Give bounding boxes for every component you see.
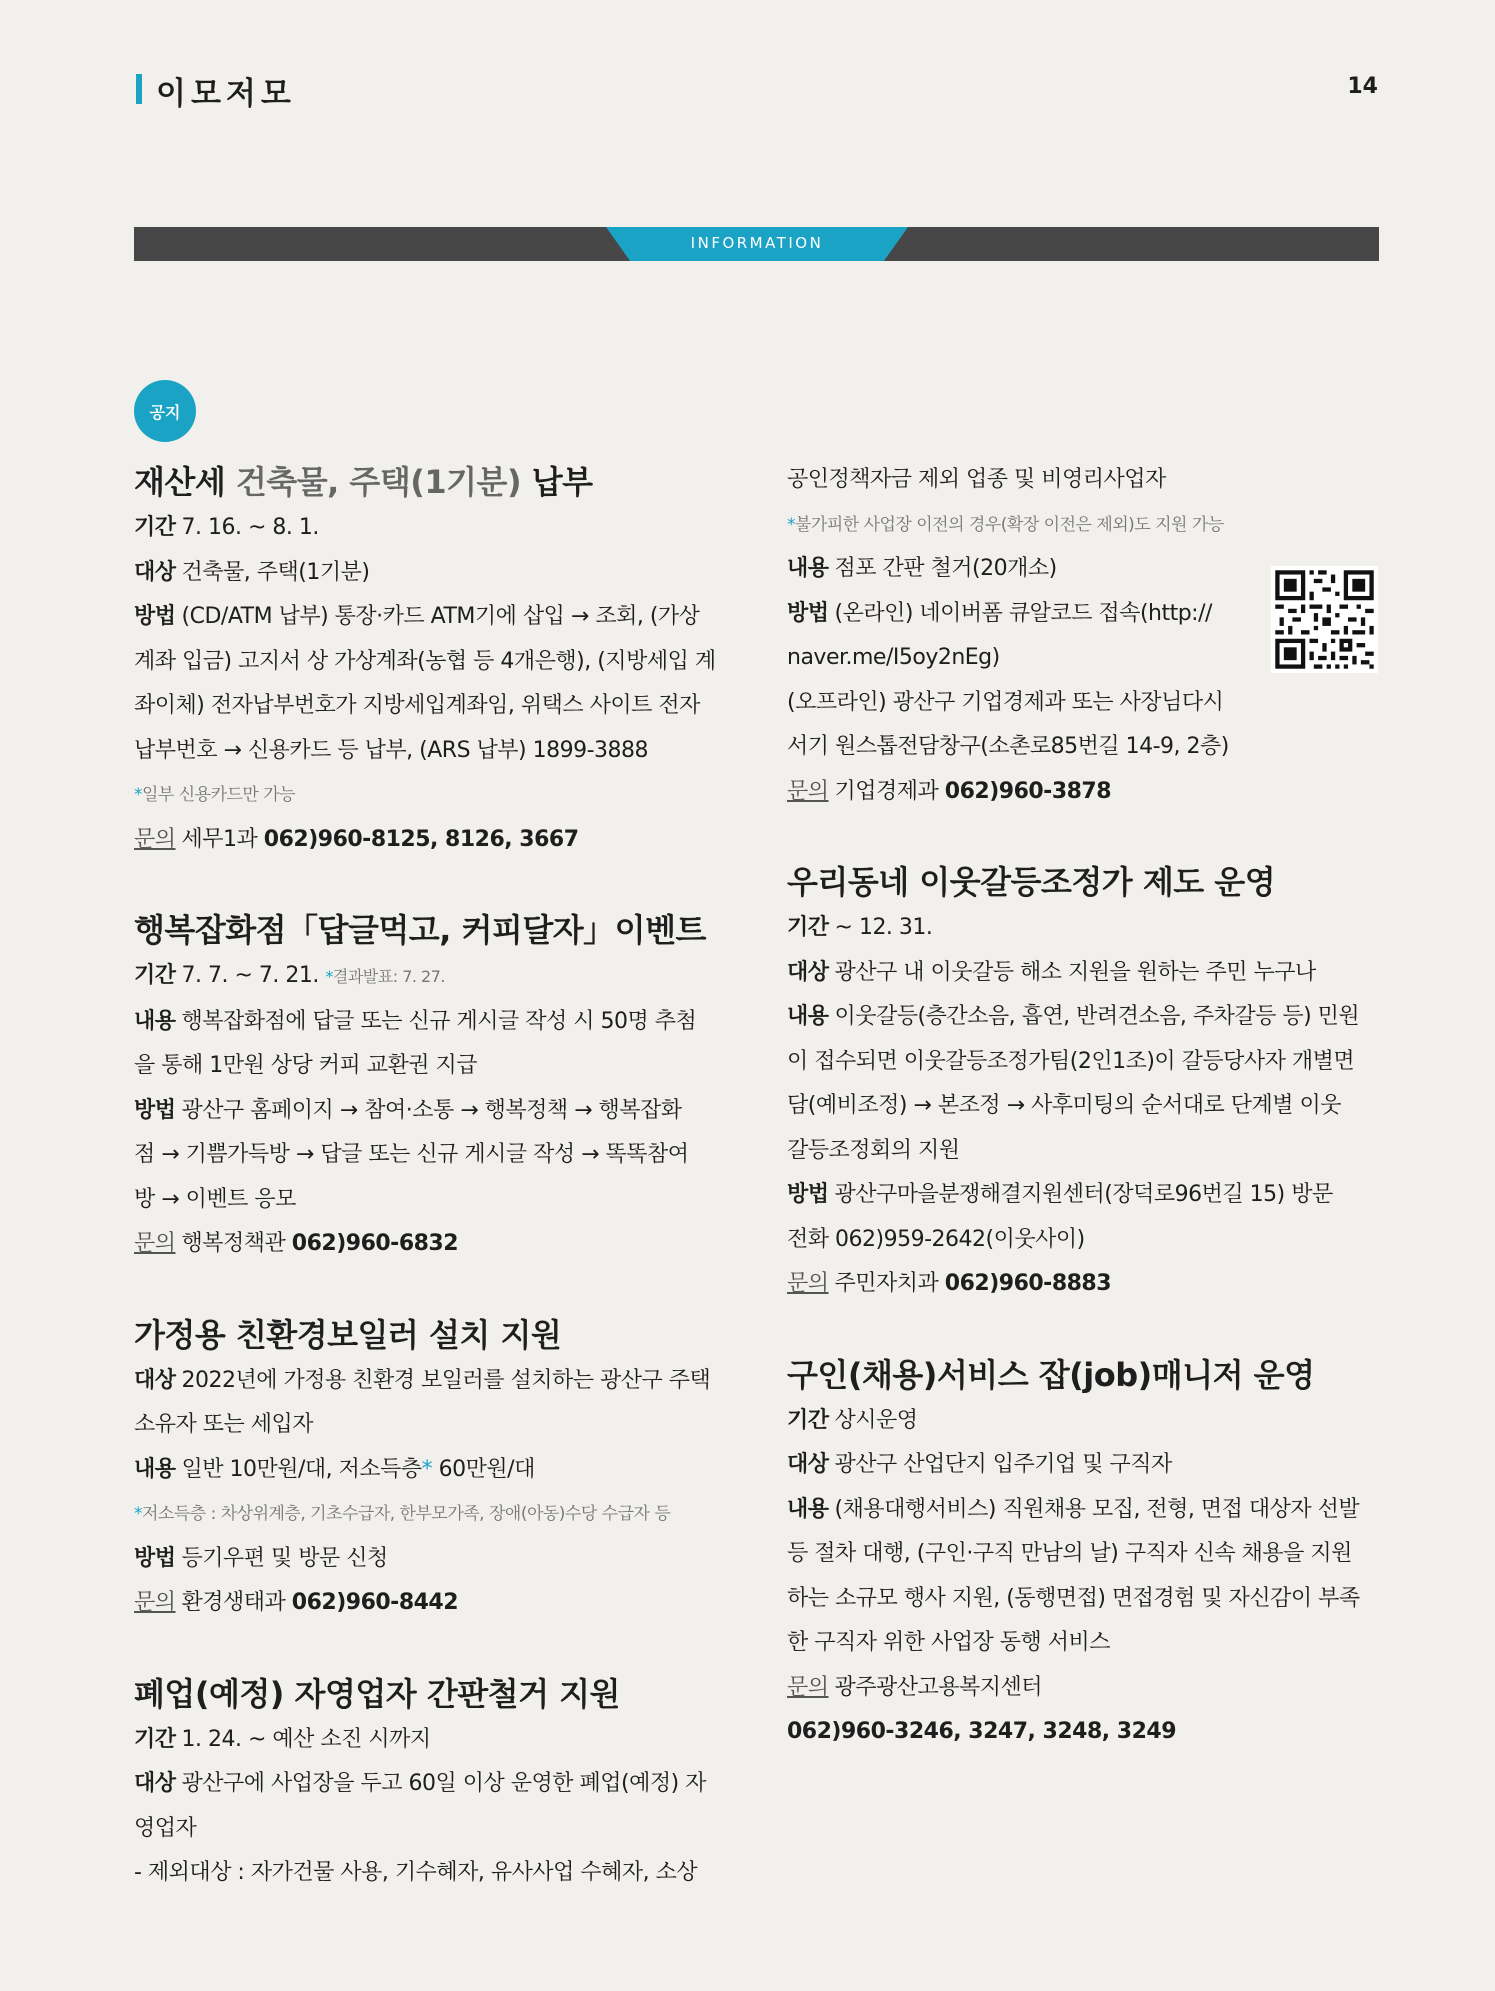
- method-line: 방법 광산구마을분쟁해결지원센터(장덕로96번길 15) 방문: [787, 1182, 1333, 1207]
- method-line: 방 → 이벤트 응모: [134, 1186, 296, 1212]
- inquiry-phone: 062)960-3246, 3247, 3248, 3249: [787, 1719, 1177, 1744]
- target-line: 대상 광산구 산업단지 입주기업 및 구직자: [787, 1452, 1172, 1477]
- information-label: INFORMATION: [690, 234, 824, 252]
- period-line: 기간 7. 16. ~ 8. 1.: [134, 515, 319, 540]
- method-line: 점 → 기쁨가득방 → 답글 또는 신규 게시글 작성 → 똑똑참여: [134, 1142, 689, 1167]
- inquiry-line: 문의 광주광산고용복지센터: [787, 1674, 1043, 1700]
- article-title: 우리동네 이웃갈등조정가 제도 운영: [787, 863, 1276, 901]
- inquiry-line: 문의 세무1과 062)960-8125, 8126, 3667: [134, 826, 579, 852]
- target-line: 대상 2022년에 가정용 친환경 보일러를 설치하는 광산구 주택: [134, 1367, 711, 1393]
- content-line: 담(예비조정) → 본조정 → 사후미팅의 순서대로 단계별 이웃: [787, 1093, 1342, 1118]
- left-column: [134, 460, 726, 1896]
- inquiry-line: 문의 환경생태과 062)960-8442: [134, 1590, 459, 1615]
- article-property-tax: [134, 460, 726, 862]
- content-line: 이 접수되면 이웃갈등조정가팀(2인1조)이 갈등당사자 개별면: [787, 1048, 1355, 1074]
- method-line: 방법 (CD/ATM 납부) 통장·카드 ATM기에 삽입 → 조회, (가상: [134, 604, 700, 629]
- content-line: 내용 일반 10만원/대, 저소득층* 60만원/대: [134, 1456, 535, 1482]
- section-title: 이모저모: [156, 76, 296, 112]
- qr-code-graphic: [1271, 566, 1378, 673]
- method-line: 좌이체) 전자납부번호가 지방세입계좌임, 위택스 사이트 전자: [134, 693, 700, 718]
- article-neighbor-mediation: [787, 860, 1379, 1307]
- method-line: 방법 등기우편 및 방문 신청: [134, 1545, 388, 1571]
- article-happy-shop-event: [134, 908, 726, 1267]
- section-accent-bar: [136, 74, 142, 104]
- content-line: 내용 이웃갈등(층간소음, 흡연, 반려견소음, 주차갈등 등) 민원: [787, 1004, 1360, 1029]
- target-line: 대상 건축물, 주택(1기분): [134, 559, 370, 585]
- footnote: *일부 신용카드만 가능: [134, 785, 296, 805]
- article-title: 가정용 친환경보일러 설치 지원: [134, 1315, 562, 1354]
- article-title: 재산세 건축물, 주택(1기분) 납부: [134, 463, 593, 501]
- inquiry-line: 문의 주민자치과 062)960-8883: [787, 1271, 1112, 1296]
- content-line: 갈등조정회의 지원: [787, 1137, 960, 1163]
- target-line: 대상 광산구에 사업장을 두고 60일 이상 운영한 폐업(예정) 자: [134, 1771, 706, 1796]
- content-line: 내용 (채용대행서비스) 직원채용 모집, 전형, 면접 대상자 선발: [787, 1496, 1360, 1522]
- method-line: 방법 (온라인) 네이버폼 큐알코드 접속(http://: [787, 600, 1212, 626]
- qr-code-icon[interactable]: [1271, 566, 1378, 673]
- method-line: 납부번호 → 신용카드 등 납부, (ARS 납부) 1899-3888: [134, 737, 649, 763]
- target-line: 영업자: [134, 1815, 197, 1841]
- content-line: 내용 점포 간판 철거(20개소): [787, 556, 1057, 581]
- article-title: 폐업(예정) 자영업자 간판철거 지원: [134, 1674, 620, 1713]
- page-number: 14: [1347, 74, 1378, 99]
- content-line: 하는 소규모 행사 지원, (동행면접) 면접경험 및 자신감이 부족: [787, 1585, 1360, 1611]
- target-line: 소유자 또는 세입자: [134, 1412, 314, 1437]
- content-line: 한 구직자 위한 사업장 동행 서비스: [787, 1630, 1110, 1655]
- article-job-manager: [787, 1353, 1379, 1755]
- exclusion-line: 공인정책자금 제외 업종 및 비영리사업자: [787, 467, 1166, 492]
- inquiry-line: 문의 행복정책관 062)960-6832: [134, 1231, 459, 1256]
- target-line: 대상 광산구 내 이웃갈등 해소 지원을 원하는 주민 누구나: [787, 959, 1316, 985]
- period-line: 기간 1. 24. ~ 예산 소진 시까지: [134, 1726, 431, 1752]
- article-title: 구인(채용)서비스 잡(job)매니저 운영: [787, 1355, 1315, 1394]
- method-line: 서기 원스톱전담창구(소촌로85번길 14-9, 2층): [787, 734, 1229, 759]
- article-sign-removal: [134, 1672, 726, 1896]
- exclusion-line: - 제외대상 : 자가건물 사용, 기수혜자, 유사사업 수혜자, 소상: [134, 1860, 698, 1885]
- period-line: 기간 상시운영: [787, 1407, 918, 1433]
- method-line: 방법 광산구 홈페이지 → 참여·소통 → 행복정책 → 행복잡화: [134, 1097, 682, 1123]
- method-line: 전화 062)959-2642(이웃사이): [787, 1226, 1085, 1252]
- article-eco-boiler: [134, 1313, 726, 1626]
- content-line: 을 통해 1만원 상당 커피 교환권 지급: [134, 1053, 477, 1078]
- article-title: 행복잡화점「답글먹고, 커피달자」이벤트: [134, 911, 706, 949]
- footnote: *불가피한 사업장 이전의 경우(확장 이전은 제외)도 지원 가능: [787, 514, 1224, 535]
- period-line: 기간 ~ 12. 31.: [787, 915, 933, 940]
- inquiry-line: 문의 기업경제과 062)960-3878: [787, 778, 1112, 804]
- footnote: *저소득층 : 차상위계층, 기초수급자, 한부모가족, 장애(아동)수당 수급자 등: [134, 1504, 671, 1524]
- content-line: 등 절차 대행, (구인·구직 만남의 날) 구직자 신속 채용을 지원: [787, 1541, 1352, 1566]
- notice-badge: 공지: [134, 380, 196, 442]
- method-line: naver.me/I5oy2nEg): [787, 645, 1000, 670]
- method-line: (오프라인) 광산구 기업경제과 또는 사장님다시: [787, 689, 1224, 715]
- content-line: 내용 행복잡화점에 답글 또는 신규 게시글 작성 시 50명 추첨: [134, 1008, 697, 1034]
- period-line: 기간 7. 7. ~ 7. 21. *결과발표: 7. 27.: [134, 963, 445, 988]
- method-line: 계좌 입금) 고지서 상 가상계좌(농협 등 4개은행), (지방세입 계: [134, 648, 716, 674]
